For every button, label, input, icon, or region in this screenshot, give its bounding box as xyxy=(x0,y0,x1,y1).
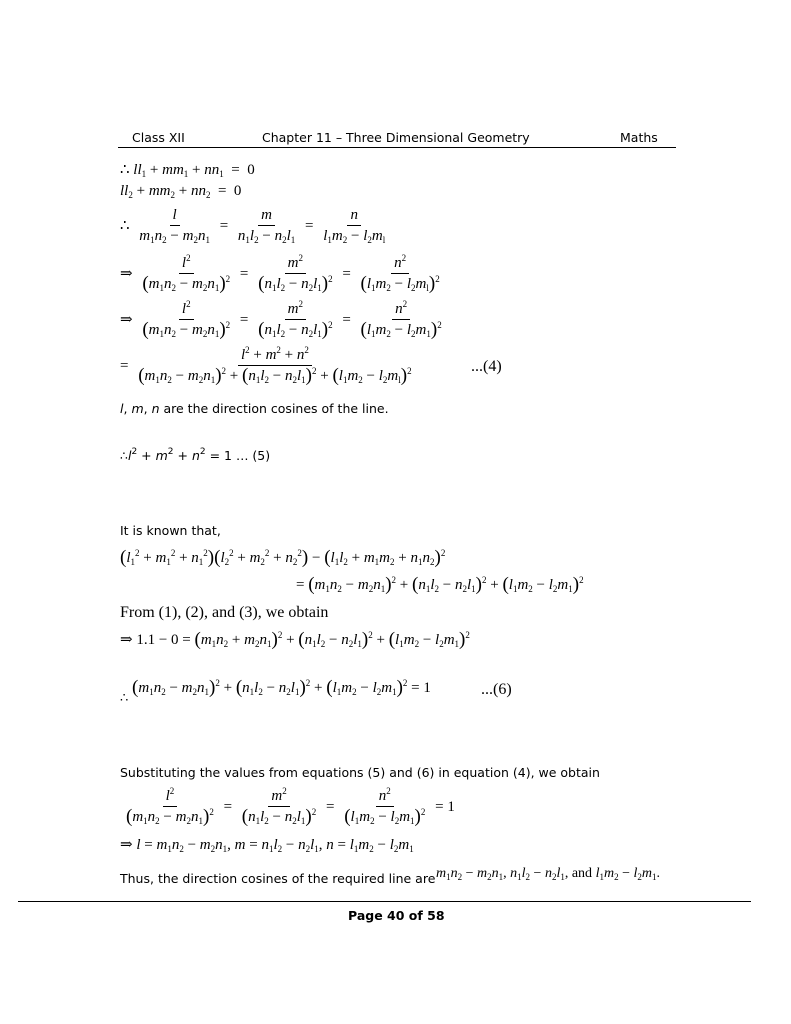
substitution-line: ⇒ $1.1 - 0 = (m_1n_2 + m_2n_1)^2 + (n_1l_2 - n_2l_1)^2 + (l_1m_2 - l_2m_1)^2$ xyxy=(120,629,470,650)
dc-text: are the direction cosines of the line. xyxy=(159,401,389,416)
equation-2: $ll_2 + mm_2 + nn_2 = 0$ xyxy=(120,183,242,200)
squared-ratio-2: ⇒ $\frac{l^2}{(m_1n_2 - m_2n_1)^2}$ = $\frac{m^2}{(n_1l_2 - n_2l_1)^2}$ = $\frac{n^2}{(l_1m_2 - l_2m_1)^2}$ xyxy=(120,299,442,340)
header-subject: Maths xyxy=(620,130,658,145)
solution-line: ⇒ $l = m_1n_2 - m_2n_1$, $m = n_1l_2 - n_2l_1$, $n = l_1m_2 - l_2m_1$ xyxy=(120,837,414,854)
header-class: Class XII xyxy=(132,130,185,145)
identity-line-2: = $(m_1n_2 - m_2n_1)^2 + (n_1l_2 - n_2l_1)^2 + (l_1m_2 - l_2m_1)^2$ xyxy=(296,574,584,595)
equation-label-4: ...(4) xyxy=(471,358,502,375)
squared-ratio-1: ⇒ $\frac{l^2}{(m_1n_2 - m_2n_1)^2}$ = $\frac{m^2}{(n_1l_2 - n_2l_1)^2}$ = $\frac{n^2}{(l_1m_2 - l_2m_l)^2}$ xyxy=(120,253,440,294)
from-text: From (1), (2), and (3), we obtain xyxy=(120,604,329,621)
header-chapter: Chapter 11 – Three Dimensional Geometry xyxy=(262,130,530,145)
equation-6: ∴ $(m_1n_2 - m_2n_1)^2 + (n_1l_2 - n_2l_1)^2 + (l_1m_2 - l_2m_1)^2 = 1$ xyxy=(120,677,431,705)
equation-5: $\therefore l^2 + m^2 + n^2 = 1$ … (5) xyxy=(120,447,271,463)
known-text: It is known that, xyxy=(120,523,221,538)
header-rule xyxy=(118,147,676,148)
equation-1: ∴ $ll_1 + mm_1 + nn_1 = 0$ xyxy=(120,162,255,179)
final-ratio: $\frac{l^2}{(m_1n_2 - m_2n_1)^2}$ = $\frac{m^2}{(n_1l_2 - n_2l_1)^2}$ = $\frac{n^2}{(l_1m_2 - l_2m_1)^2}$ = 1 xyxy=(126,786,455,827)
substituting-text: Substituting the values from equations (5) and (6) in equation (4), we obtain xyxy=(120,765,600,780)
page-number: Page 40 of 58 xyxy=(348,908,445,923)
direction-cosines-statement: l, m, n are the direction cosines of the line. xyxy=(120,401,389,416)
footer-rule xyxy=(18,901,751,902)
sum-equation-4: = $\frac{l^2 + m^2 + n^2}{(m_1n_2 - m_2n_1)^2 + (n_1l_2 - n_2l_1)^2 + (l_1m_2 - l_2m_l)^2}$ xyxy=(120,345,412,386)
conclusion-math: $m_1n_2 - m_2n_1$, $n_1l_2 - n_2l_1$, and $l_1m_2 - l_2m_1$. xyxy=(436,866,660,882)
equation-label-6: ...(6) xyxy=(481,681,512,698)
identity-line-1: $(l_1^2 + m_1^2 + n_1^2)(l_2^2 + m_2^2 + n_2^2) - (l_1l_2 + m_1m_2 + n_1n_2)^2$ xyxy=(120,547,446,568)
conclusion-text: Thus, the direction cosines of the required line are xyxy=(120,871,436,886)
eq5-tail: = 1 … (5) xyxy=(205,448,271,463)
ratio-equation: ∴ $\frac{l}{m_1n_2 - m_2n_1}$ = $\frac{m}{n_1l_2 - n_2l_1}$ = $\frac{n}{l_1m_2 - l_2m_l}$ xyxy=(120,207,386,245)
